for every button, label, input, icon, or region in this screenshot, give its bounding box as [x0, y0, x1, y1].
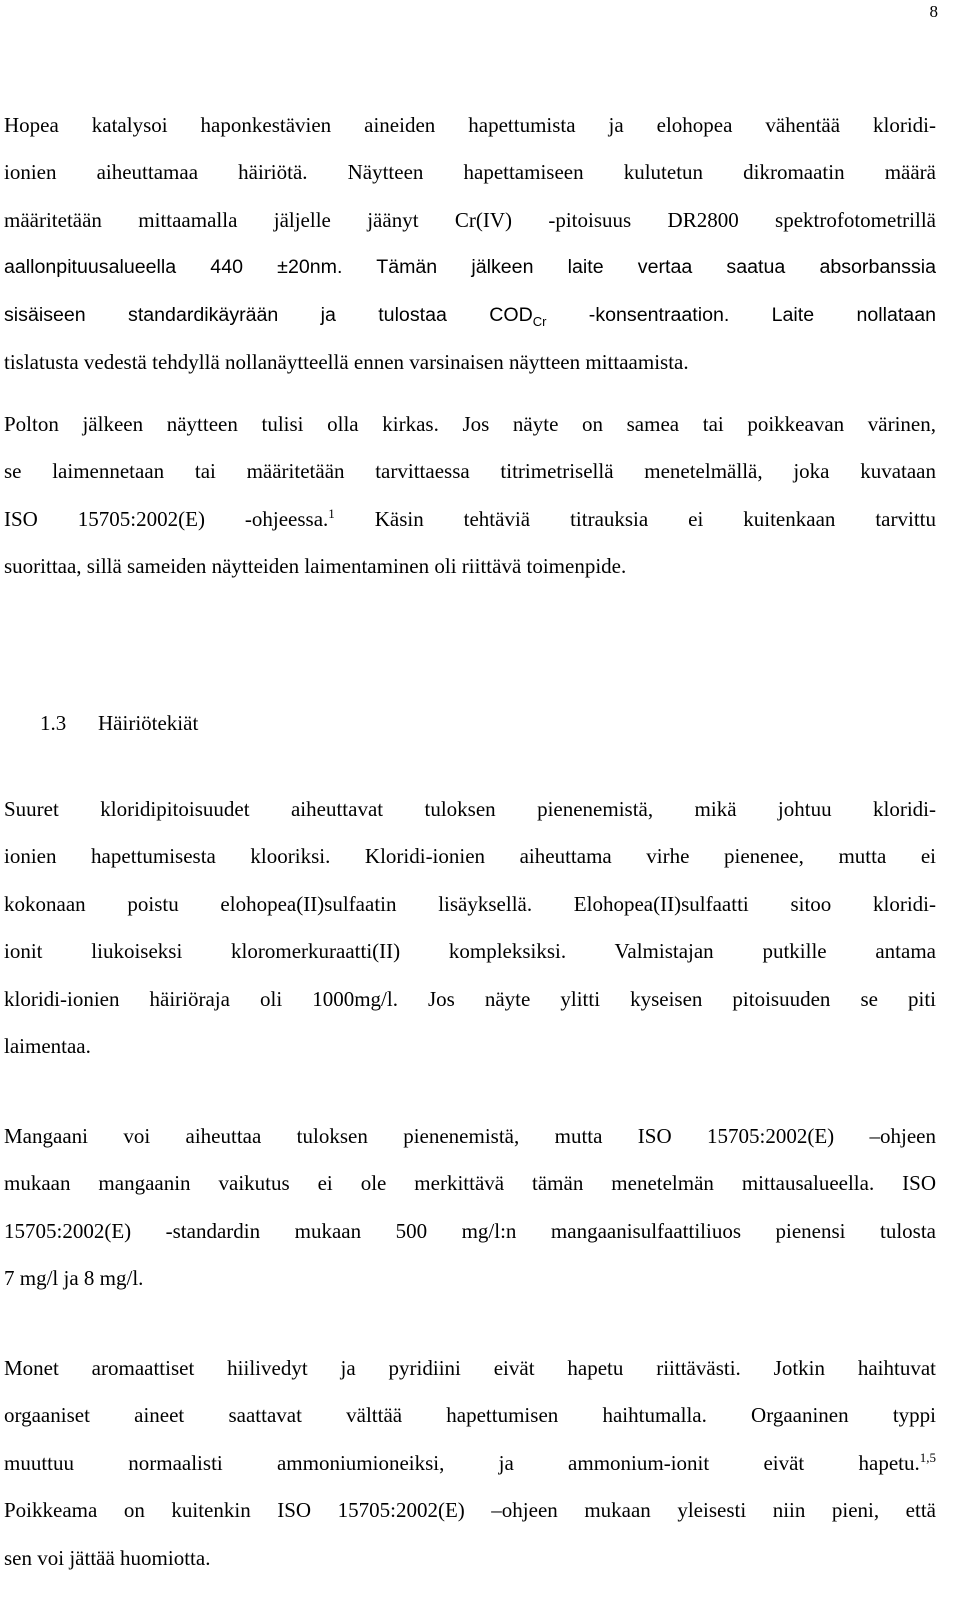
paragraph-silver-catalyst [4, 102, 936, 386]
text-line: Suuret kloridipitoisuudet aiheuttavat tuloksen pienenemistä, mikä johtuu kloridi- [4, 797, 936, 821]
text-segment: muuttuu normaalisti ammoniumioneiksi, ja ammonium-ionit eivät hapetu. [4, 1450, 920, 1475]
page-number: 8 [929, 2, 938, 21]
section-heading [40, 700, 198, 747]
paragraph-after-combustion [4, 401, 936, 591]
footnote-reference: 1,5 [919, 1449, 936, 1465]
text-line: ionien hapettumisesta klooriksi. Kloridi-ionien aiheuttama virhe pienenee, mutta ei [4, 844, 936, 869]
text-line: aallonpituusalueella 440 ±20nm. Tämän jälkeen laite vertaa saatua absorbanssia [4, 256, 936, 279]
paragraph-manganese [4, 1113, 936, 1303]
text-line: Polton jälkeen näytteen tulisi olla kirkas. Jos näyte on samea tai poikkeavan värinen, [4, 412, 936, 436]
text-segment: -konsentraation. Laite nollataan [546, 303, 936, 326]
text-line: se laimennetaan tai määritetään tarvittaessa titrimetrisellä menetelmällä, joka kuvataan [4, 459, 936, 484]
text-segment: sisäiseen standardikäyrään ja tulostaa COD [4, 303, 533, 326]
footnote-reference: 1 [328, 505, 335, 521]
text-line: suorittaa, sillä sameiden näytteiden laimentaminen oli riittävä toimenpide. [4, 554, 627, 579]
paragraph-chloride [4, 786, 936, 1070]
text-line: sen voi jättää huomiotta. [4, 1545, 211, 1570]
text-segment: Käsin tehtäviä titrauksia ei kuitenkaan tarvittu [334, 506, 936, 531]
text-line: orgaaniset aineet saattavat välttää hapettumisen haihtumalla. Orgaaninen typpi [4, 1403, 936, 1428]
text-segment: ISO 15705:2002(E) -ohjeessa. [4, 506, 329, 531]
text-line [4, 1440, 936, 1487]
text-line: Poikkeama on kuitenkin ISO 15705:2002(E) –ohjeen mukaan yleisesti niin pieni, että [4, 1498, 936, 1523]
section-number: 1.3 [40, 711, 67, 735]
text-line: ionit liukoiseksi kloromerkuraatti(II) kompleksiksi. Valmistajan putkille antama [4, 939, 936, 964]
text-line: kokonaan poistu elohopea(II)sulfaatin lisäyksellä. Elohopea(II)sulfaatti sitoo kloridi- [4, 891, 936, 916]
paragraph-aromatics [4, 1345, 936, 1582]
text-line: 7 mg/l ja 8 mg/l. [4, 1266, 144, 1291]
text-line: Hopea katalysoi haponkestävien aineiden hapettumista ja elohopea vähentää kloridi- [4, 113, 936, 137]
section-title: Häiriötekiät [98, 711, 199, 735]
text-line [4, 496, 936, 543]
text-line [4, 292, 936, 339]
text-line: ionien aiheuttamaa häiriötä. Näytteen hapettamiseen kulutetun dikromaatin määrä [4, 160, 936, 185]
text-line: määritetään mittaamalla jäljelle jäänyt Cr(IV) -pitoisuus DR2800 spektrofotometrillä [4, 207, 936, 232]
text-line: Monet aromaattiset hiilivedyt ja pyridiini eivät hapetu riittävästi. Jotkin haihtuvat [4, 1356, 936, 1380]
text-line: Mangaani voi aiheuttaa tuloksen pienenemistä, mutta ISO 15705:2002(E) –ohjeen [4, 1124, 936, 1148]
text-line: mukaan mangaanin vaikutus ei ole merkittävä tämän menetelmän mittausalueella. ISO [4, 1171, 936, 1196]
text-line: kloridi-ionien häiriöraja oli 1000mg/l. Jos näyte ylitti kyseisen pitoisuuden se piti [4, 986, 936, 1011]
text-line: 15705:2002(E) -standardin mukaan 500 mg/l:n mangaanisulfaattiliuos pienensi tulosta [4, 1218, 936, 1243]
text-line: laimentaa. [4, 1033, 91, 1058]
subscript: Cr [532, 313, 547, 329]
text-line: tislatusta vedestä tehdyllä nollanäytteellä ennen varsinaisen näytteen mittaamista. [4, 349, 689, 374]
